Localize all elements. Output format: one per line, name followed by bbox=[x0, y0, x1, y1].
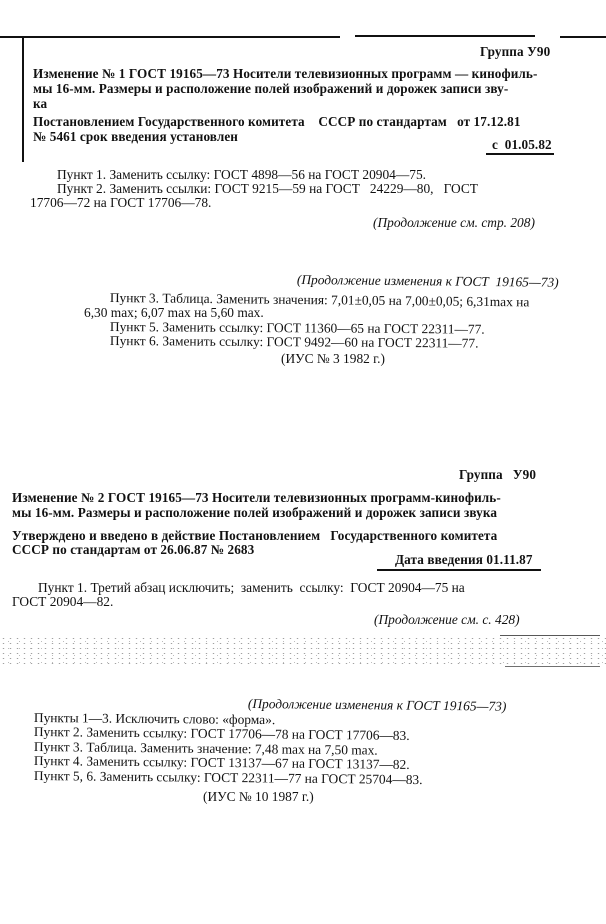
top-border-rule bbox=[0, 36, 340, 38]
amendment-item: Пункт 3. Таблица. Заменить значения: 7,01±0,05 на 7,00±0,05; 6,31max на bbox=[109, 290, 530, 310]
amendment-item: ГОСТ 20904—82. bbox=[12, 594, 114, 609]
amendment-title-line: Изменение № 1 ГОСТ 19165—73 Носители телевизионных программ — кинофиль- bbox=[33, 66, 538, 81]
left-margin-rule bbox=[22, 37, 24, 162]
continuation-header: (Продолжение изменения к ГОСТ 19165—73) bbox=[296, 272, 559, 290]
effective-date: с 01.05.82 bbox=[492, 137, 552, 152]
amendment-item: Пункт 4. Заменить ссылку: ГОСТ 13137—67 на ГОСТ 13137—82. bbox=[33, 753, 410, 772]
amendment-title-line: Изменение № 2 ГОСТ 19165—73 Носители телевизионных программ-кинофиль- bbox=[12, 490, 501, 505]
scan-artifact-line bbox=[500, 635, 600, 636]
continuation-note: (Продолжение см. стр. 208) bbox=[373, 215, 535, 230]
amendment-item: 17706—72 на ГОСТ 17706—78. bbox=[30, 195, 212, 210]
effective-date: Дата введения 01.11.87 bbox=[395, 552, 533, 567]
continuation-note: (Продолжение см. с. 428) bbox=[374, 612, 520, 627]
scan-noise-band bbox=[0, 636, 606, 666]
amendment-item: Пункты 1—3. Исключить слово: «форма». bbox=[33, 710, 276, 728]
scan-artifact-line bbox=[505, 666, 600, 667]
amendment-title-line: мы 16-мм. Размеры и расположение полей изображений и дорожек записи звука bbox=[12, 505, 498, 520]
amendment-item: Пункт 2. Заменить ссылку: ГОСТ 17706—78 на ГОСТ 17706—83. bbox=[33, 724, 410, 743]
amendment-item: Пункт 5. Заменить ссылку: ГОСТ 11360—65 на ГОСТ 22311—77. bbox=[109, 319, 485, 337]
resolution-text: Постановлением Государственного комитета СССР по стандартам от 17.12.81 bbox=[33, 114, 521, 129]
approval-text: Утверждено и введено в действие Постановлением Государственного комитета bbox=[12, 528, 498, 543]
approval-text: СССР по стандартам от 26.06.87 № 2683 bbox=[12, 542, 255, 557]
group-label: Группа У90 bbox=[480, 44, 551, 59]
effective-date-underline bbox=[486, 153, 554, 155]
ius-reference: (ИУС № 10 1987 г.) bbox=[203, 789, 314, 804]
top-border-rule-right bbox=[355, 35, 535, 37]
effective-date-underline bbox=[377, 569, 541, 571]
amendment-item: Пункт 6. Заменить ссылку: ГОСТ 9492—60 на ГОСТ 22311—77. bbox=[109, 333, 479, 351]
group-label: Группа У90 bbox=[459, 467, 537, 482]
amendment-title-line: ка bbox=[33, 96, 48, 111]
amendment-item: 6,30 max; 6,07 max на 5,60 max. bbox=[84, 305, 264, 320]
resolution-text: № 5461 срок введения установлен bbox=[33, 129, 239, 144]
amendment-item: Пункт 5, 6. Заменить ссылку: ГОСТ 22311—77 на ГОСТ 25704—83. bbox=[33, 768, 423, 788]
ius-reference: (ИУС № 3 1982 г.) bbox=[281, 351, 385, 366]
amendment-item: Пункт 1. Заменить ссылку: ГОСТ 4898—56 на ГОСТ 20904—75. bbox=[57, 167, 427, 182]
amendment-item: Пункт 3. Таблица. Заменить значение: 7,48 max на 7,50 max. bbox=[33, 739, 378, 758]
amendment-item: Пункт 2. Заменить ссылки: ГОСТ 9215—59 на ГОСТ 24229—80, ГОСТ bbox=[57, 181, 478, 196]
amendment-title-line: мы 16-мм. Размеры и расположение полей изображений и дорожек записи зву- bbox=[33, 81, 509, 96]
continuation-header: (Продолжение изменения к ГОСТ 19165—73) bbox=[247, 696, 507, 714]
amendment-item: Пункт 1. Третий абзац исключить; заменить ссылку: ГОСТ 20904—75 на bbox=[38, 580, 465, 595]
top-border-rule-far-right bbox=[560, 36, 606, 38]
